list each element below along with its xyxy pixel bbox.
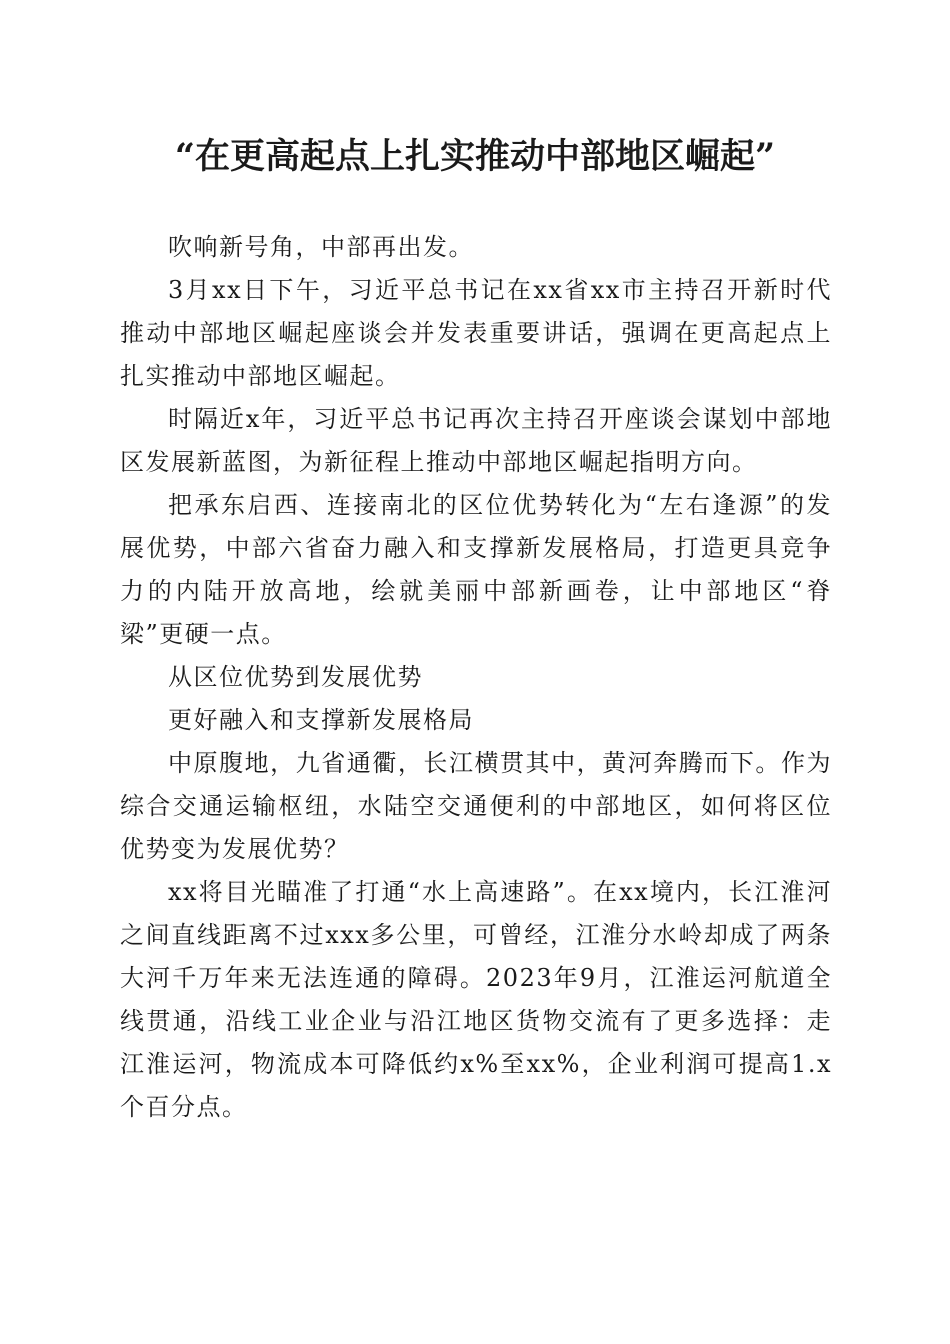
document-body	[120, 226, 832, 1129]
paragraph: 3月xx日下午，习近平总书记在xx省xx市主持召开新时代推动中部地区崛起座谈会并发表重要讲话，强调在更高起点上扎实推动中部地区崛起。	[120, 276, 832, 390]
paragraph: 中原腹地，九省通衢，长江横贯其中，黄河奔腾而下。作为综合交通运输枢纽，水陆空交通便利的中部地区，如何将区位优势变为发展优势？	[120, 749, 832, 863]
section-heading: 从区位优势到发展优势	[168, 663, 423, 691]
document-title: “在更高起点上扎实推动中部地区崛起”	[174, 136, 776, 177]
paragraph: 把承东启西、连接南北的区位优势转化为“左右逢源”的发展优势，中部六省奋力融入和支撑新发展格局，打造更具竞争力的内陆开放高地，绘就美丽中部新画卷，让中部地区“脊梁”更硬一点。	[120, 491, 832, 648]
paragraph: 吹响新号角，中部再出发。	[168, 233, 474, 261]
paragraph: xx将目光瞄准了打通“水上高速路”。在xx境内，长江淮河之间直线距离不过xxx多公里，可曾经，江淮分水岭却成了两条大河千万年来无法连通的障碍。2023年9月，江淮运河航道全线贯通，沿线工业企业与沿江地区货物交流有了更多选择：走江淮运河，物流成本可降低约x%至xx%，企业利润可提高1.x个百分点。	[120, 878, 832, 1121]
paragraph: 时隔近x年，习近平总书记再次主持召开座谈会谋划中部地区发展新蓝图，为新征程上推动中部地区崛起指明方向。	[120, 405, 832, 476]
section-subheading: 更好融入和支撑新发展格局	[168, 706, 474, 734]
